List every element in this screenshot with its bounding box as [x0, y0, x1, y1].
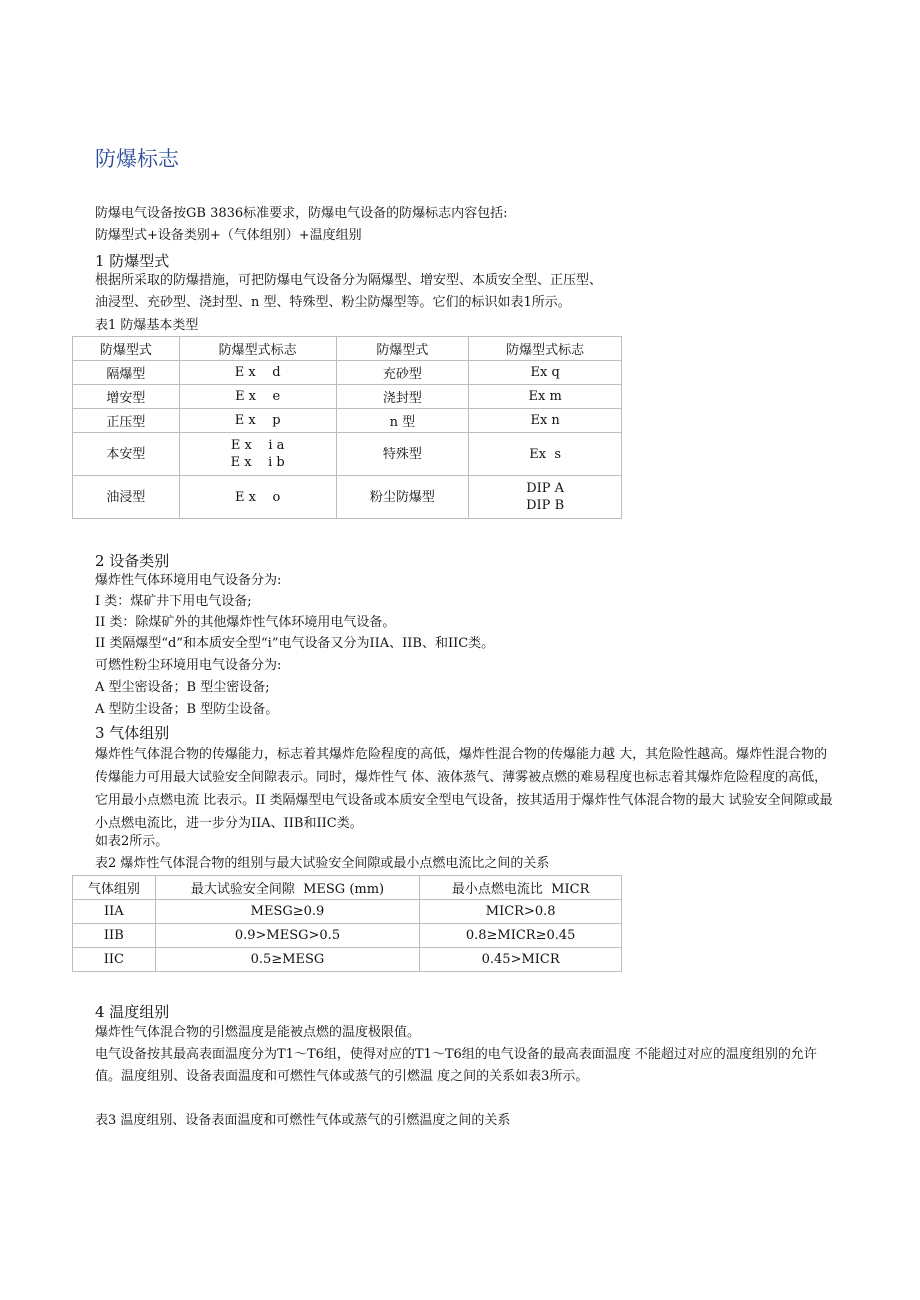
table-cell: E x o [179, 476, 336, 519]
table-header-cell: 气体组别 [73, 876, 156, 900]
table-cell: IIB [73, 924, 156, 948]
section-text: 如表2所示。 [95, 834, 169, 849]
section-heading: 2 设备类别 [95, 552, 170, 570]
table-cell: 0.9>MESG>0.5 [155, 924, 420, 948]
section-text: I 类：煤矿井下用电气设备; [95, 594, 252, 609]
table-header-cell: 最大试验安全间隙 MESG (mm) [155, 876, 420, 900]
table-cell: E x e [179, 385, 336, 409]
table-row [73, 385, 622, 409]
table-cell: Ex q [469, 361, 622, 385]
table-cell: E x d [179, 361, 336, 385]
table-cell: n 型 [336, 409, 469, 433]
table-cell: 本安型 [73, 433, 180, 476]
table-caption: 表1 防爆基本类型 [95, 318, 199, 333]
table-cell: 特殊型 [336, 433, 469, 476]
table-header-row [73, 337, 622, 361]
section-text: A 型尘密设备；B 型尘密设备; [95, 680, 270, 695]
explosion-type-table [72, 336, 622, 519]
table-cell: E x p [179, 409, 336, 433]
section-text: 油浸型、充砂型、浇封型、n 型、特殊型、粉尘防爆型等。它们的标识如表1所示。 [95, 295, 571, 310]
table-cell: 0.45>MICR [420, 948, 622, 972]
table-cell: MESG≥0.9 [155, 900, 420, 924]
table-cell: 油浸型 [73, 476, 180, 519]
section-text: 爆炸性气体混合物的引燃温度是能被点燃的温度极限值。 [95, 1025, 421, 1040]
table-cell: 浇封型 [336, 385, 469, 409]
table-cell: 粉尘防爆型 [336, 476, 469, 519]
section-paragraph: 电气设备按其最高表面温度分为T1～T6组，使得对应的T1～T6组的电气设备的最高表面温度 不能超过对应的温度组别的允许值。温度组别、设备表面温度和可燃性气体或蒸气的引燃温 度之间的关系如表3所示。 [95, 1047, 817, 1084]
table-cell: Ex n [469, 409, 622, 433]
table-cell: Ex s [469, 433, 622, 476]
section-text: 根据所采取的防爆措施，可把防爆电气设备分为隔爆型、增安型、本质安全型、正压型、 [95, 273, 603, 288]
table-row [73, 433, 622, 476]
intro-line: 防爆型式+设备类别+（气体组别）+温度组别 [95, 228, 362, 243]
table-cell: 充砂型 [336, 361, 469, 385]
section-text: II 类隔爆型“d”和本质安全型“i”电气设备又分为IIA、IIB、和IIC类。 [95, 636, 495, 651]
table-row [73, 409, 622, 433]
table-cell: Ex m [469, 385, 622, 409]
table-header-cell: 防爆型式标志 [179, 337, 336, 361]
table-row [73, 924, 622, 948]
table-row [73, 361, 622, 385]
table-cell: IIC [73, 948, 156, 972]
table-header-cell: 最小点燃电流比 MICR [420, 876, 622, 900]
page-title: 防爆标志 [95, 147, 179, 171]
table-cell: MICR>0.8 [420, 900, 622, 924]
table-header-cell: 防爆型式 [336, 337, 469, 361]
table-row [73, 900, 622, 924]
section-text: II 类：除煤矿外的其他爆炸性气体环境用电气设备。 [95, 615, 396, 630]
section-heading: 4 温度组别 [95, 1003, 170, 1021]
table-cell: 正压型 [73, 409, 180, 433]
section-paragraph: 爆炸性气体混合物的传爆能力，标志着其爆炸危险程度的高低，爆炸性混合物的传爆能力越 大，其危险性越高。爆炸性混合物的传爆能力可用最大试验安全间隙表示。同时，爆炸性气 体、液体蒸气、薄雾被点燃的难易程度也标志着其爆炸危险程度的高低，它用最小点燃电流 比表示。II 类隔爆型电气设备或本质安全型电气设备，按其适用于爆炸性气体混合物的最大 试验安全间隙或最小点燃电流比，进一步分为IIA、IIB和IIC类。 [95, 747, 833, 831]
table-header-row [73, 876, 622, 900]
intro-line: 防爆电气设备按GB 3836标准要求，防爆电气设备的防爆标志内容包括: [95, 206, 508, 221]
table-cell: DIP A DIP B [469, 476, 622, 519]
section-heading: 1 防爆型式 [95, 252, 170, 270]
table-caption: 表2 爆炸性气体混合物的组别与最大试验安全间隙或最小点燃电流比之间的关系 [95, 856, 550, 871]
table-cell: 增安型 [73, 385, 180, 409]
gas-group-table [72, 875, 622, 972]
table-row [73, 476, 622, 519]
table-caption: 表3 温度组别、设备表面温度和可燃性气体或蒸气的引燃温度之间的关系 [95, 1113, 511, 1128]
section-text: 爆炸性气体环境用电气设备分为: [95, 573, 282, 588]
table-cell: 隔爆型 [73, 361, 180, 385]
table-cell: 0.5≥MESG [155, 948, 420, 972]
table-row [73, 948, 622, 972]
table-cell: 0.8≥MICR≥0.45 [420, 924, 622, 948]
section-text: A 型防尘设备；B 型防尘设备。 [95, 702, 279, 717]
section-heading: 3 气体组别 [95, 724, 170, 742]
table-cell: IIA [73, 900, 156, 924]
section-text: 可燃性粉尘环境用电气设备分为: [95, 658, 282, 673]
table-header-cell: 防爆型式标志 [469, 337, 622, 361]
table-header-cell: 防爆型式 [73, 337, 180, 361]
table-cell: E x i a E x i b [179, 433, 336, 476]
